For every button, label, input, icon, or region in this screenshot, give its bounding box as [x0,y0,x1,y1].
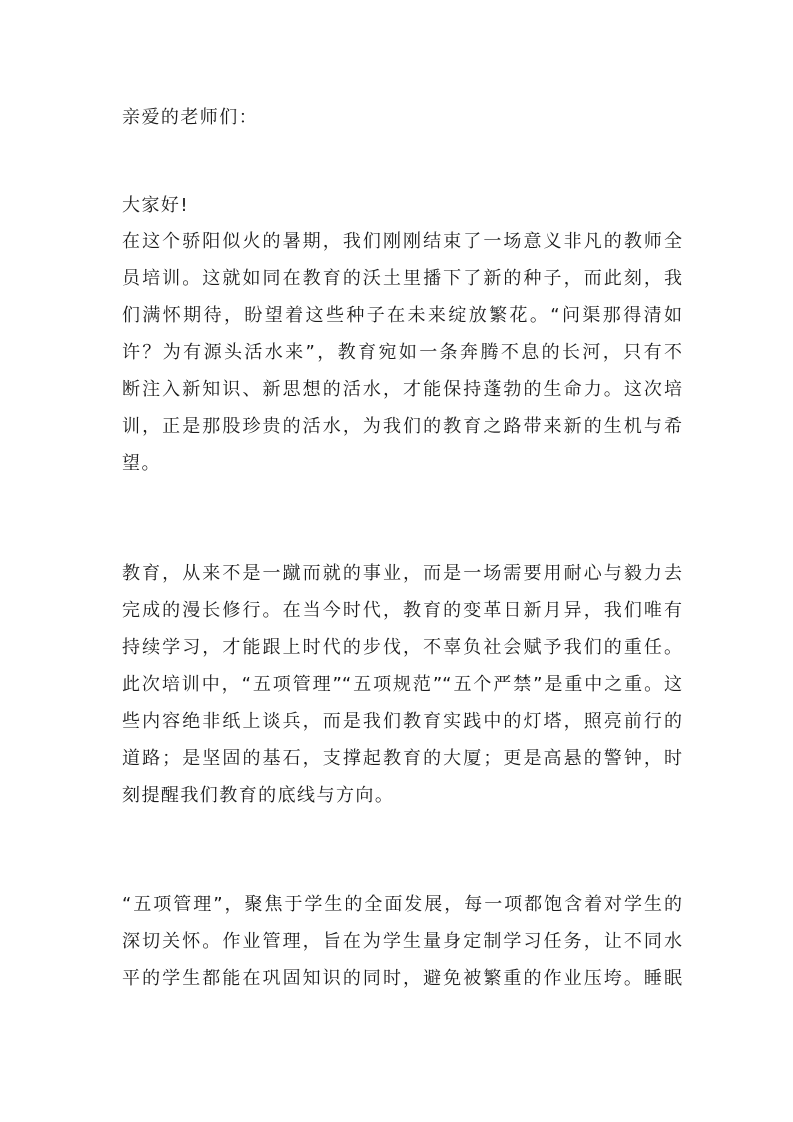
paragraph-line: 深切关怀。作业管理，旨在为学生量身定制学习任务，让不同水 [122,931,682,952]
paragraph-line: “五项管理”，聚焦于学生的全面发展，每一项都饱含着对学生的 [122,894,682,915]
paragraph-line: 刻提醒我们教育的底线与方向。 [122,785,395,806]
paragraph-line: 教育，从来不是一蹴而就的事业，而是一场需要用耐心与毅力去 [122,563,682,584]
paragraph-line: 许？为有源头活水来”，教育宛如一条奔腾不息的长河，只有不 [122,342,682,363]
paragraph-line: 断注入新知识、新思想的活水，才能保持蓬勃的生命力。这次培 [122,379,682,400]
paragraph-line: 们满怀期待，盼望着这些种子在未来绽放繁花。“问渠那得清如 [122,305,682,326]
greeting: 大家好! [122,195,190,216]
paragraph-line: 持续学习，才能跟上时代的步伐，不辜负社会赋予我们的重任。 [122,637,682,658]
paragraph-line: 望。 [122,453,161,474]
paragraph-line: 在这个骄阳似火的暑期，我们刚刚结束了一场意义非凡的教师全 [122,231,682,252]
paragraph-line: 些内容绝非纸上谈兵，而是我们教育实践中的灯塔，照亮前行的 [122,711,682,732]
paragraph-line: 完成的漫长修行。在当今时代，教育的变革日新月异，我们唯有 [122,600,682,621]
paragraph-line: 训，正是那股珍贵的活水，为我们的教育之路带来新的生机与希 [122,416,682,437]
paragraph-line: 道路；是坚固的基石，支撑起教育的大厦；更是高悬的警钟，时 [122,748,682,769]
salutation: 亲爱的老师们： [122,107,259,128]
paragraph-line: 员培训。这就如同在教育的沃土里播下了新的种子，而此刻，我 [122,268,682,289]
paragraph-line: 此次培训中，“五项管理”“五项规范”“五个严禁”是重中之重。这 [122,674,682,695]
paragraph-line: 平的学生都能在巩固知识的同时，避免被繁重的作业压垮。睡眠 [122,968,682,989]
